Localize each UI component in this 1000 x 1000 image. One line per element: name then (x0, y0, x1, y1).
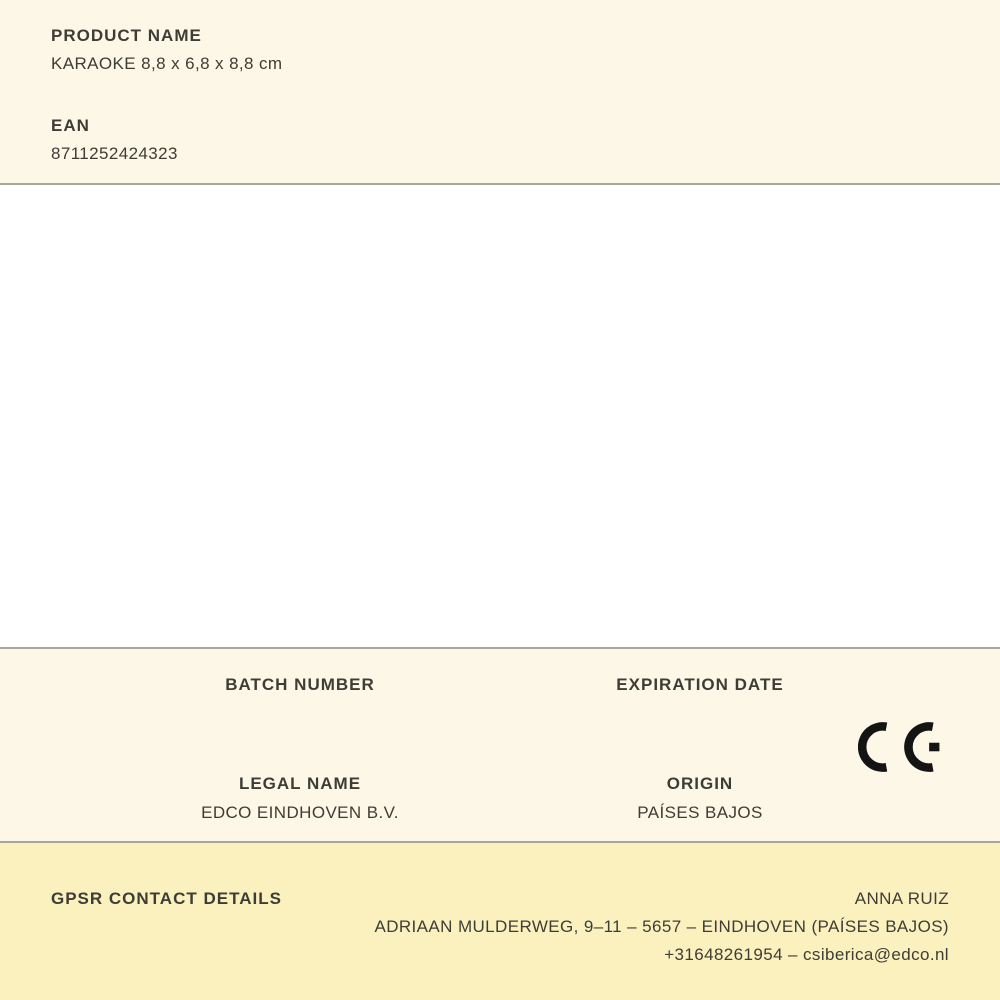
contact-phone-email: +31648261954 – csiberica@edco.nl (664, 945, 949, 964)
product-name-label: PRODUCT NAME (51, 26, 202, 45)
blank-body-section (0, 185, 1000, 649)
ean-value: 8711252424323 (51, 144, 178, 163)
origin-value: PAÍSES BAJOS (637, 803, 763, 822)
info-row-bottom (100, 774, 1000, 823)
gpsr-contact-section (0, 843, 1000, 1000)
product-header-section (0, 0, 1000, 185)
product-name-field (51, 26, 949, 74)
info-row-top (100, 675, 1000, 704)
contact-person-name: ANNA RUIZ (854, 889, 949, 908)
ce-mark-icon (858, 717, 942, 777)
ean-label: EAN (51, 116, 90, 135)
ean-field (51, 116, 949, 164)
info-section (0, 649, 1000, 843)
batch-number-label: BATCH NUMBER (225, 675, 375, 694)
legal-name-value: EDCO EINDHOVEN B.V. (201, 803, 399, 822)
expiration-date-field (500, 675, 900, 704)
origin-label: ORIGIN (666, 774, 734, 793)
product-name-value: KARAOKE 8,8 x 6,8 x 8,8 cm (51, 54, 283, 73)
contact-address: ADRIAAN MULDERWEG, 9–11 – 5657 – EINDHOVEN (PAÍSES BAJOS) (374, 917, 949, 936)
expiration-date-label: EXPIRATION DATE (616, 675, 784, 694)
gpsr-contact-label: GPSR CONTACT DETAILS (51, 889, 282, 908)
origin-field (500, 774, 900, 823)
legal-name-field (100, 774, 500, 823)
batch-number-field (100, 675, 500, 704)
legal-name-label: LEGAL NAME (238, 774, 362, 793)
gpsr-contact-lines (374, 885, 949, 969)
